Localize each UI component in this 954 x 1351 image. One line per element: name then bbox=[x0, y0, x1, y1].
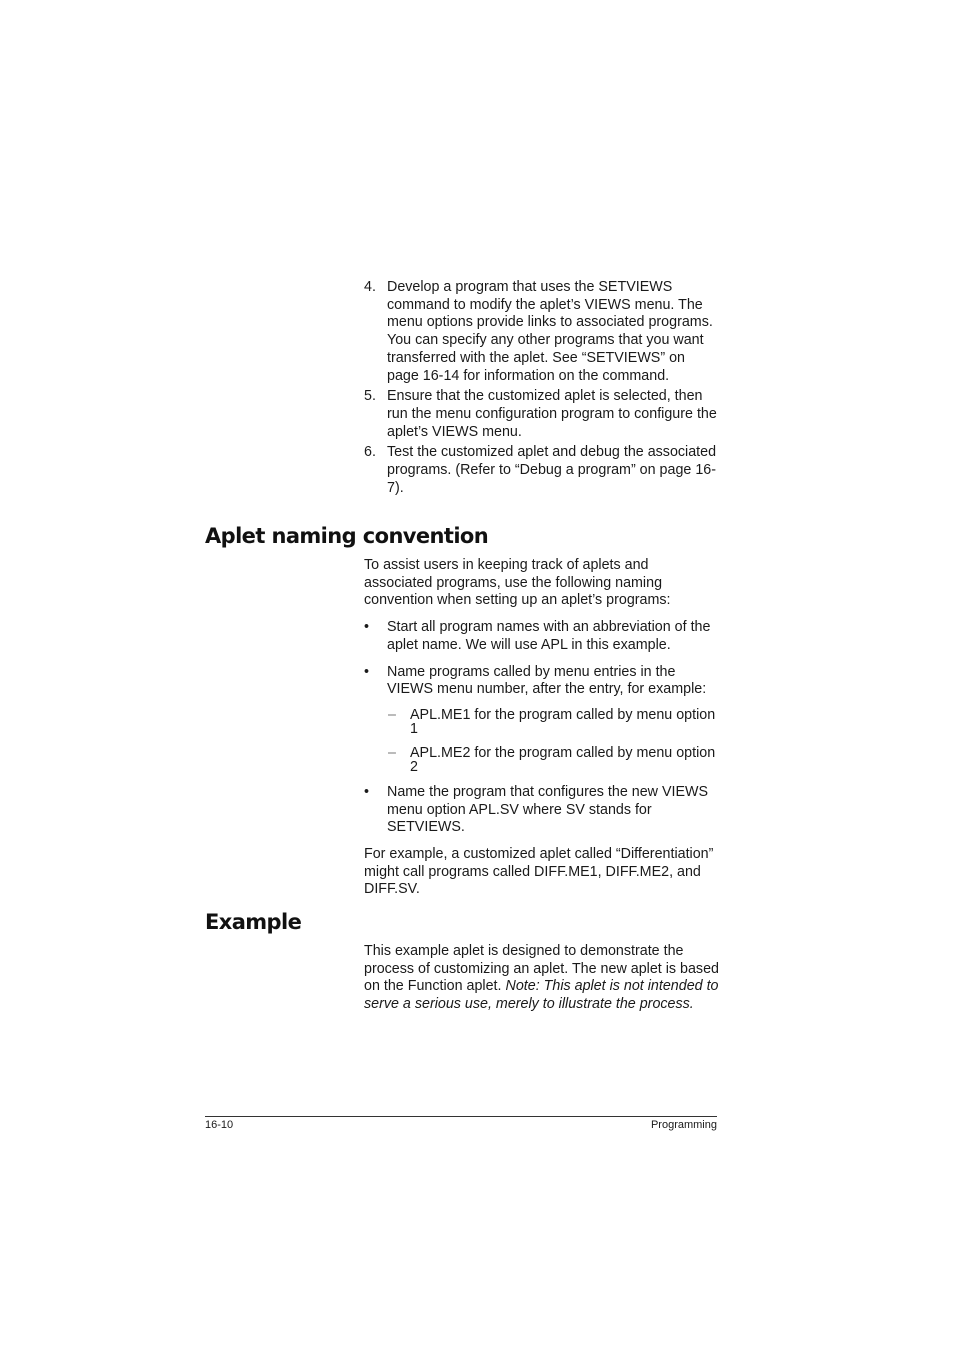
step-number: 5. bbox=[364, 388, 376, 405]
step-text: Ensure that the customized aplet is selected, then run the menu configuration program to configure the aplet’s VIEWS menu. bbox=[387, 388, 717, 440]
step-item bbox=[364, 388, 720, 441]
naming-closing: For example, a customized aplet called “Differentiation” might call programs called DIFF.ME1, DIFF.ME2, and DIFF.SV. bbox=[364, 846, 714, 898]
bullet-marker: • bbox=[364, 783, 370, 800]
step-number: 4. bbox=[364, 279, 376, 295]
example-text bbox=[364, 943, 720, 1014]
step-text: Develop a program that uses the SETVIEWS command to modify the aplet’s VIEWS menu. The menu options provide links to associated programs. You can specify any other programs that you want transferred with the aplet. See “SETVIEWS” on page 16-14 for information on the command. bbox=[387, 279, 713, 384]
bullet-item bbox=[364, 784, 720, 837]
naming-intro: To assist users in keeping track of aplets and associated programs, use the following naming convention when setting up an aplet’s programs: bbox=[364, 557, 671, 609]
bullet-item bbox=[364, 664, 720, 699]
example-note: Note: This aplet is not intended to serve a serious use, merely to illustrate the process. bbox=[364, 978, 719, 1013]
bullet-text: Start all program names with an abbreviation of the aplet name. We will use APL in this example. bbox=[387, 619, 711, 653]
bullet-item bbox=[364, 619, 720, 654]
section-heading-example: Example bbox=[205, 910, 302, 934]
bullet-text: Name the program that configures the new VIEWS menu option APL.SV where SV stands for SETVIEWS. bbox=[387, 783, 709, 836]
section-heading-naming: Aplet naming convention bbox=[205, 524, 489, 548]
step-number: 6. bbox=[364, 444, 376, 461]
dash-marker: – bbox=[388, 706, 396, 723]
footer-rule bbox=[205, 1116, 717, 1117]
example-body: This example aplet is designed to demonstrate the process of customizing an aplet. The new aplet is based on the Function aplet. bbox=[364, 943, 719, 995]
example-section bbox=[364, 943, 720, 1014]
sub-item-text: APL.ME1 for the program called by menu option 1 bbox=[410, 706, 716, 737]
bullet-text: Name programs called by menu entries in the VIEWS menu number, after the entry, for example: bbox=[387, 663, 707, 698]
sub-item-text: APL.ME2 for the program called by menu option 2 bbox=[410, 744, 716, 775]
naming-section bbox=[364, 557, 720, 899]
footer-section-name: Programming bbox=[650, 1119, 717, 1131]
numbered-steps bbox=[364, 279, 720, 500]
step-text: Test the customized aplet and debug the associated programs. (Refer to “Debug a program” on page 16-7). bbox=[387, 444, 717, 496]
step-item bbox=[364, 444, 720, 497]
page-number: 16-10 bbox=[205, 1119, 234, 1131]
sub-item bbox=[364, 746, 720, 774]
bullet-marker: • bbox=[364, 663, 370, 680]
step-item bbox=[364, 279, 720, 385]
bullet-marker: • bbox=[364, 619, 370, 636]
dash-marker: – bbox=[388, 744, 396, 761]
sub-item bbox=[364, 708, 720, 736]
